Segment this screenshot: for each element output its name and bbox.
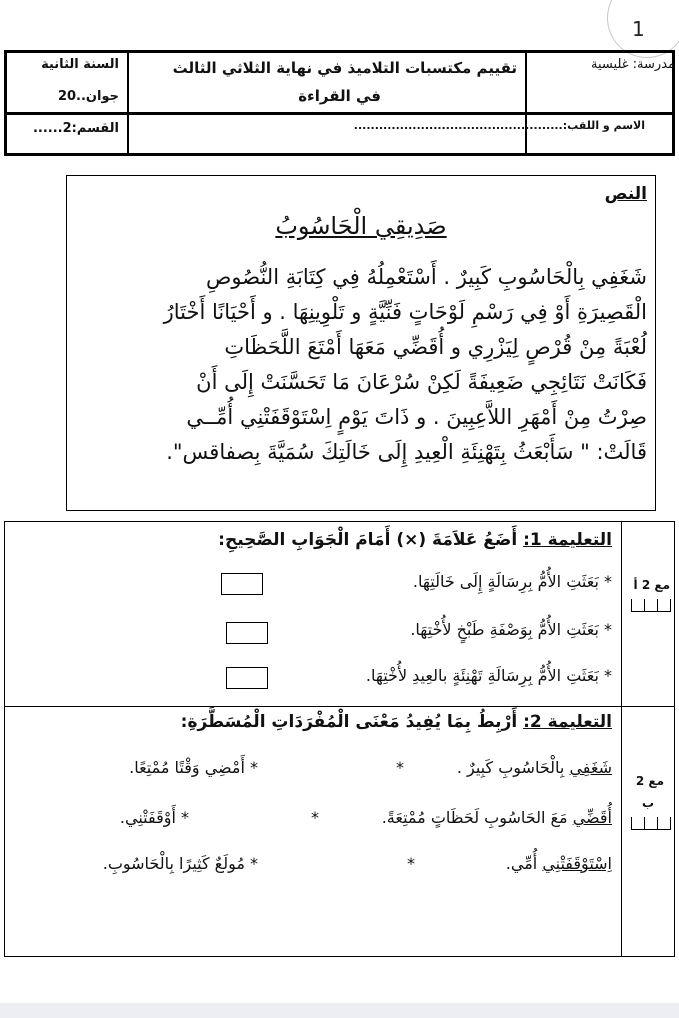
exam-date: جوان..20	[57, 89, 119, 104]
text-line: شَغَفِي بِالْحَاسُوبِ كَبِيرٌ . أَسْتَعْمِلُهُ فِي كِتَابَةِ النُّصُوصِ	[206, 265, 647, 289]
instruction1-title	[218, 530, 612, 550]
instruction-divider	[5, 706, 674, 707]
match-left-3: اِسْتَوْقَفَتْنِي أُمِّي.	[505, 854, 612, 873]
instruction2-text: أَرْبِطُ بِمَا يُفِيدُ مَعْنَى الْمُفْرَدَاتِ الْمُسَطَّرَةِ:	[180, 712, 518, 732]
option-1-checkbox[interactable]	[221, 573, 263, 595]
exam-subject: في القراءة	[298, 87, 381, 105]
instruction2-title	[181, 712, 612, 732]
option-1: * بَعَثَتِ الأُمُّ بِرِسَالَةٍ إِلَى خَالَتِهَا.	[412, 572, 612, 591]
empty-header-cell	[527, 115, 675, 153]
option-3-checkbox[interactable]	[226, 667, 268, 689]
match-point[interactable]: *	[407, 854, 415, 873]
page-number: 1	[632, 17, 645, 41]
score-ticks-1	[631, 600, 671, 612]
section-label: القسم:2......	[32, 121, 119, 136]
text-heading: النص	[604, 184, 647, 204]
viewer-bottom-strip	[0, 1003, 679, 1018]
score-label-2b: ب	[641, 796, 654, 810]
text-line: فَكَانَتْ نَتَائِجِي ضَعِيفَةً لَكِنْ سُرْعَانَ مَا تَحَسَّنَتْ إِلَى أَنْ	[196, 370, 647, 394]
match-point[interactable]: *	[311, 808, 319, 827]
instruction2-label: التعليمة 2:	[523, 712, 612, 732]
header-row-top	[7, 53, 675, 115]
match-left-2: أُقَضِّي مَعَ الحَاسُوبِ لَحَظَاتٍ مُمْتِعَةً.	[381, 808, 612, 827]
name-cell[interactable]	[129, 115, 645, 153]
school-label: مدرسة: غليسية	[591, 57, 675, 72]
student-name-field: الاسم و اللقب:..................................................	[353, 119, 645, 132]
match-point[interactable]: *	[396, 758, 404, 777]
match-left-1: شَغَفِي بِالْحَاسُوبِ كَبِيرٌ .	[456, 758, 612, 777]
title-cell	[129, 53, 527, 112]
match-right-2: * أَوْقَفَتْنِي.	[119, 808, 189, 827]
grade-label: السنة الثانية	[41, 57, 119, 72]
text-line: صِرْتُ مِنْ أَمْهَرِ اللاَّعِبِينَ . و ذَاتَ يَوْمٍ اِسْتَوْقَفَتْنِي أُمِّــي	[186, 405, 647, 429]
section-cell	[7, 115, 129, 153]
score-column-divider	[621, 522, 622, 956]
header-row-bottom	[7, 115, 672, 153]
instruction1-label: التعليمة 1:	[523, 530, 612, 550]
text-body	[73, 260, 647, 470]
match-right-1: * أَمْضِي وَقْتًا مُمْتِعًا.	[129, 758, 258, 777]
option-2: * بَعَثَتِ الأُمُّ بِوَصْفَةِ طَبْخٍ لأُخْتِهَا.	[410, 620, 612, 639]
underlined-word: أُقَضِّي	[572, 808, 612, 827]
text-line: لُعْبَةً مِنْ قُرْصٍ لِيَزْرِي و أُقَضِّي مَعَهَا أَمْتَعَ اللَّحَظَاتِ	[224, 335, 647, 359]
instruction1-text: أَضَعُ عَلاَمَةَ (×) أَمَامَ الْجَوَابِ الصَّحِيحِ:	[218, 530, 518, 550]
score-ticks-2	[631, 818, 671, 830]
underlined-word: اِسْتَوْقَفَتْنِي	[542, 854, 612, 873]
option-2-checkbox[interactable]	[226, 622, 268, 644]
match-right-3: * مُولَعٌ كَثِيرًا بِالْحَاسُوبِ.	[102, 854, 258, 873]
text-line: الْقَصِيرَةِ أَوْ فِي رَسْمِ لَوْحَاتٍ فَنِّيَّةٍ و تَلْوِينِهَا . و أَحْيَانًا أَخْتَارُ	[163, 300, 647, 324]
school-cell	[527, 53, 675, 112]
score-label-1: مع 2 أ	[633, 578, 670, 592]
exam-title: تقييم مكتسبات التلاميذ في نهاية الثلاثي الثالث	[172, 59, 517, 77]
year-cell	[7, 53, 129, 112]
instructions-table	[4, 521, 675, 957]
text-line: قَالَتْ: " سَأَبْعَثُ بِتَهْنِئَةِ الْعِيدِ إِلَى خَالَتِكَ سُمَيَّةَ بِصفاقس".	[166, 440, 647, 464]
text-title: صَدِيقِي الْحَاسُوبُ	[275, 212, 447, 240]
option-3: * بَعَثَتِ الأُمُّ بِرِسَالَةِ تَهْنِئَةٍ بالعِيدِ لأُخْتِهَا.	[365, 666, 612, 685]
exam-header	[4, 50, 675, 156]
reading-text-box	[66, 175, 656, 511]
underlined-word: شَغَفِي	[569, 758, 612, 777]
score-label-2: مع 2	[635, 774, 664, 788]
